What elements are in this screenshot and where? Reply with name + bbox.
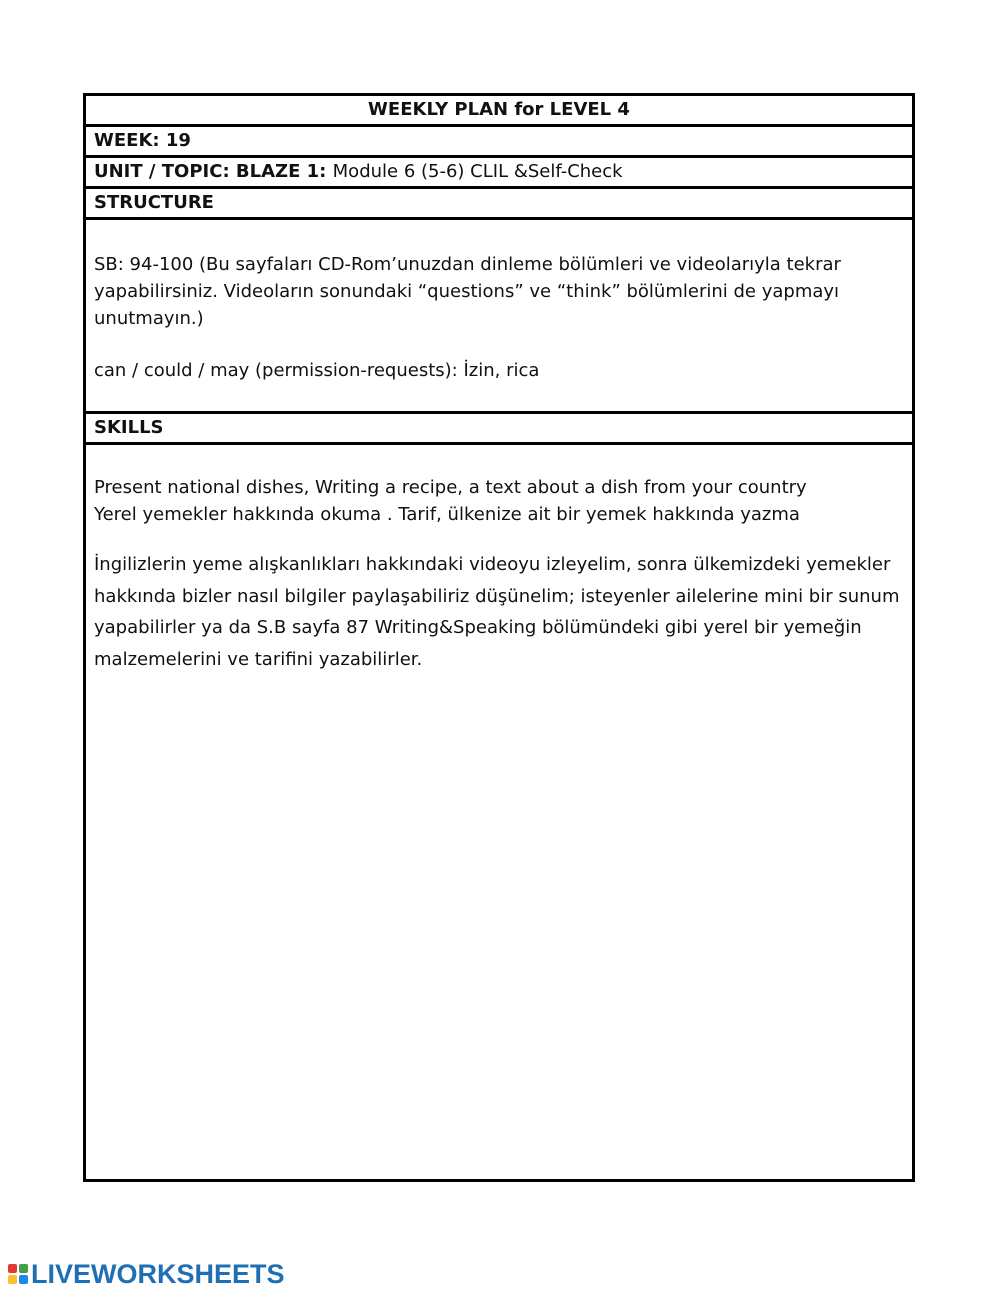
structure-note: can / could / may (permission-requests): İzin, rica — [94, 360, 540, 381]
skills-line: Present national dishes, Writing a recipe, a text about a dish from your country — [94, 477, 807, 498]
week-row — [86, 127, 912, 158]
week-value: 19 — [165, 130, 191, 151]
structure-line: unutmayın.) — [94, 308, 204, 329]
skills-paragraph-line: yapabilirler ya da S.B sayfa 87 Writing&Speaking bölümündeki gibi yerel bir yemeğin — [94, 617, 862, 638]
skills-line: Yerel yemekler hakkında okuma . Tarif, ülkenize ait bir yemek hakkında yazma — [94, 504, 800, 525]
structure-heading: STRUCTURE — [86, 189, 912, 220]
structure-content — [86, 220, 912, 414]
skills-content — [86, 445, 912, 1179]
week-label: WEEK: — [94, 130, 160, 151]
plan-title: WEEKLY PLAN for LEVEL 4 — [86, 96, 912, 127]
topic-row — [86, 158, 912, 189]
skills-heading: SKILLS — [86, 414, 912, 445]
liveworksheets-logo[interactable] — [8, 1259, 285, 1289]
topic-value: Module 6 (5-6) CLIL &Self-Check — [332, 161, 623, 182]
structure-line: yapabilirsiniz. Videoların sonundaki “questions” ve “think” bölümlerini de yapmayı — [94, 281, 840, 302]
weekly-plan-table — [83, 93, 915, 1182]
liveworksheets-icon — [8, 1264, 28, 1284]
structure-line: SB: 94-100 (Bu sayfaları CD-Rom’unuzdan dinleme bölümleri ve videolarıyla tekrar — [94, 254, 841, 275]
skills-paragraph-line: malzemelerini ve tarifini yazabilirler. — [94, 648, 423, 670]
skills-paragraph-line: hakkında bizler nasıl bilgiler paylaşabiliriz düşünelim; isteyenler ailelerine mini bir sunum — [94, 585, 900, 607]
topic-label: UNIT / TOPIC: BLAZE 1: — [94, 161, 327, 182]
logo-text: LIVEWORKSHEETS — [31, 1258, 285, 1289]
skills-paragraph-line: İngilizlerin yeme alışkanlıkları hakkındaki videoyu izleyelim, sonra ülkemizdeki yemekler — [94, 554, 891, 575]
